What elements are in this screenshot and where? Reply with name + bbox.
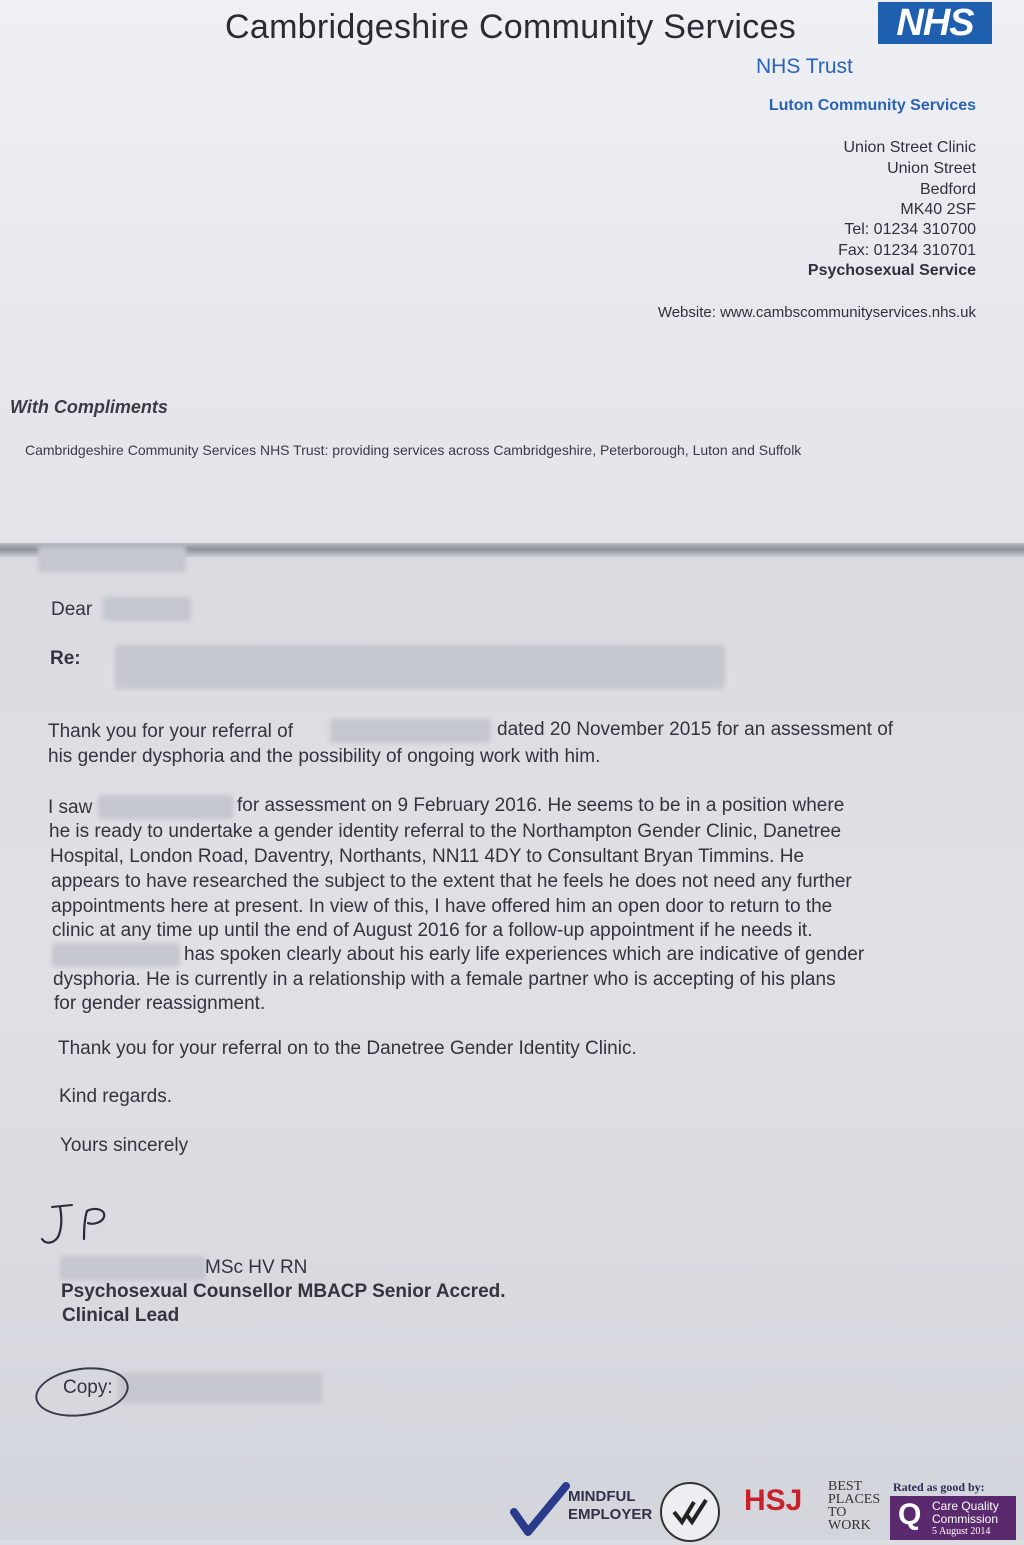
signature — [38, 1195, 128, 1255]
salutation: Dear — [51, 599, 93, 620]
qualifications: MSc HV RN — [205, 1257, 308, 1278]
redacted-name — [52, 943, 180, 967]
address-fax: Fax: 01234 310701 — [838, 242, 976, 259]
address-line: MK40 2SF — [900, 201, 976, 218]
service-name: Psychosexual Service — [807, 262, 976, 279]
paragraph-line: he is ready to undertake a gender identity referral to the Northampton Gender Clinic, Danetree — [49, 821, 842, 842]
paragraph-line: clinic at any time up until the end of August 2016 for a follow-up appointment if he needs it. — [52, 920, 813, 941]
role-title: Psychosexual Counsellor MBACP Senior Accred. — [61, 1281, 506, 1302]
cqc-q-mark: Q — [898, 1498, 922, 1531]
trust-tagline: Cambridgeshire Community Services NHS Trust: providing services across Cambridgeshire, Peterborough, Luton and Suffolk — [25, 442, 802, 458]
signature-text: JP — [38, 1195, 40, 1196]
paragraph-line: I saw — [48, 797, 93, 818]
address-line: Union Street Clinic — [843, 139, 976, 156]
org-name: Cambridgeshire Community Services — [225, 8, 797, 46]
paragraph-line: Thank you for your referral of — [48, 721, 293, 742]
paragraph-line: dysphoria. He is currently in a relationship with a female partner who is accepting of his plans — [53, 969, 836, 990]
website: Website: www.cambscommunityservices.nhs.uk — [657, 304, 976, 321]
address-line: Bedford — [919, 181, 976, 198]
paragraph-line: his gender dysphoria and the possibility of ongoing work with him. — [48, 746, 601, 767]
copy-label: Copy: — [63, 1377, 113, 1398]
redacted-address — [38, 546, 186, 572]
closing-yours-sincerely: Yours sincerely — [60, 1135, 189, 1156]
cqc-logo — [890, 1496, 1016, 1540]
paragraph-line: Hospital, London Road, Daventry, Northants, NN11 4DY to Consultant Bryan Timmins. He — [50, 846, 805, 867]
positive-about-disabled-people-badge — [660, 1482, 720, 1542]
division-name: Luton Community Services — [768, 97, 976, 114]
paragraph-line: has spoken clearly about his early life experiences which are indicative of gender — [184, 944, 865, 965]
paragraph-line: dated 20 November 2015 for an assessment of — [497, 719, 894, 740]
role-clinical-lead: Clinical Lead — [62, 1305, 180, 1326]
redacted-copy-recipient — [118, 1373, 323, 1403]
redacted-name — [98, 795, 233, 819]
redacted-name — [60, 1256, 206, 1280]
double-tick-icon — [662, 1484, 718, 1540]
redacted-name — [330, 719, 491, 743]
nhs-logo: NHS — [878, 2, 992, 44]
paragraph-line: for assessment on 9 February 2016. He seems to be in a position where — [237, 795, 845, 816]
cqc-date: 5 August 2014 — [932, 1526, 991, 1537]
nhs-trust-label: NHS Trust — [756, 55, 853, 78]
redacted-subject — [115, 645, 725, 689]
paragraph-line: for gender reassignment. — [54, 993, 266, 1014]
cqc-name: Care Quality Commission — [932, 1499, 999, 1526]
re-label: Re: — [50, 648, 81, 669]
rated-good-label: Rated as good by: — [893, 1480, 985, 1494]
closing-kind-regards: Kind regards. — [59, 1086, 173, 1107]
address-line: Union Street — [887, 160, 976, 177]
paragraph-line: appointments here at present. In view of this, I have offered him an open door to return to the — [51, 896, 833, 917]
mindful-employer-logo: MINDFUL EMPLOYER — [568, 1488, 653, 1523]
paragraph-line: appears to have researched the subject to the extent that he feels he does not need any further — [51, 871, 852, 892]
best-places-to-work-logo: BEST PLACES TO WORK — [828, 1479, 881, 1533]
redacted-name — [103, 597, 191, 621]
compliments-title: With Compliments — [10, 397, 168, 417]
address-phone: Tel: 01234 310700 — [844, 221, 976, 238]
mindful-employer-check-icon — [510, 1482, 570, 1538]
paragraph-line: Thank you for your referral on to the Danetree Gender Identity Clinic. — [58, 1038, 637, 1059]
hsj-logo: HSJ — [744, 1484, 803, 1517]
footer-logos — [510, 1478, 1024, 1540]
